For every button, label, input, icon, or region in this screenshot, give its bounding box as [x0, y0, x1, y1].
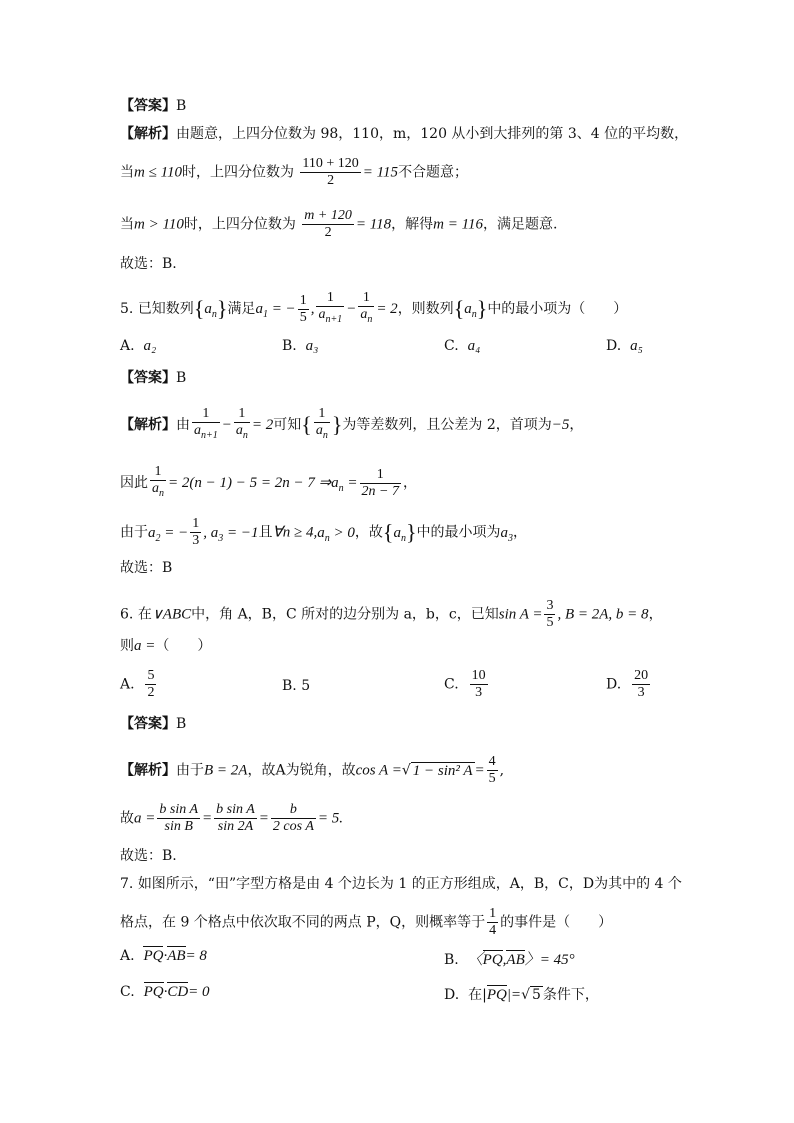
q6-conclusion: 故选：B. [120, 848, 177, 864]
math: 1 − sin² A [412, 762, 473, 779]
text: 当 [120, 164, 134, 181]
text: ， [569, 417, 584, 433]
answer-label: 【答案】 [120, 716, 176, 732]
text: 已知数列 [137, 301, 194, 317]
q4-conclusion: 故选：B. [120, 256, 177, 272]
text: ， [648, 606, 663, 623]
text: ， [403, 475, 417, 491]
math: −5 [551, 417, 570, 433]
math: = [202, 810, 213, 827]
text: （ ） [155, 638, 212, 654]
text: 在 [137, 606, 152, 623]
text: 时，上四分位数为 [183, 216, 296, 233]
math: m ≤ 110 [134, 164, 182, 181]
math: ∀n ≥ 4, [272, 524, 318, 541]
math: m = 116 [433, 216, 483, 233]
text: 因此 [120, 475, 148, 491]
q4-case2 [120, 208, 557, 241]
q5-stem: 5. 已知数列$\{a_n\}$满足$a_1$ = − $\frac{1}{5}$ , $\frac{1}{a_{n+1}}$ − $\frac{1}{a_n}$ = 2，则数列$\{a_n\}$中的最小项为（ ） [120, 290, 627, 328]
text: 为等差数列，且公差为 2，首项为 [342, 417, 552, 433]
text: ，解得 [391, 216, 434, 233]
answer-label: 【答案】 [120, 370, 176, 386]
q5-analysis-1: 【解析】由 $\frac{1}{a_{n+1}}$ − $\frac{1}{a_n}$ = 2可知{ $\frac{1}{a_n}$ }为等差数列，且公差为 2，首项为−5， [120, 406, 584, 441]
text: 可知 [273, 417, 302, 433]
text: 则 [120, 638, 134, 654]
q7-option-a: A. PQ·AB= 8 [120, 948, 207, 964]
math: sin A = [498, 606, 543, 623]
q5-analysis-2: 因此 $\frac{1}{a_n}$ = 2(n − 1) − 5 = 2n − 7 $\Rightarrow a_n$ = $\frac{1}{2n - 7}$ ， [120, 464, 417, 499]
fraction [300, 156, 360, 189]
q5-option-c: C. a₄ [444, 338, 481, 354]
question-number: 6. [120, 606, 134, 623]
math: = [474, 762, 485, 779]
q5-conclusion: 故选：B [120, 560, 173, 576]
q7-stem-2: 格点，在 9 个格点中依次取不同的两点 P，Q，则概率等于 $\frac{1}{4}$ 的事件是（ ） [120, 906, 613, 938]
math: B = 2A [204, 762, 248, 779]
q4-answer-line [120, 96, 186, 116]
q6-stem: 6. 在∨ABC中，角 A，B，C 所对的边分别为 a，b，c，已知sin A = $\frac{3}{5}$ , B = 2A, b = 8， [120, 598, 663, 630]
text: 中的最小项为（ ） [487, 301, 628, 317]
text: , [499, 762, 505, 779]
math: cos A = [355, 762, 402, 779]
text: ，则数列 [397, 301, 454, 317]
q7-option-c: C. PQ·CD= 0 [120, 984, 210, 1000]
fraction [302, 208, 354, 241]
q6-option-c: C. $\frac{10}{3}$ [444, 668, 486, 700]
text: 故 [120, 810, 134, 827]
answer-label: 【答案】 [120, 98, 176, 114]
math: m > 110 [134, 216, 184, 233]
text: 当 [120, 216, 134, 233]
q7-option-d: D. 在|PQ|=√ 5 条件下， [444, 987, 599, 1003]
q5-option-a: A. a₂ [120, 338, 157, 354]
text: 中，角 A，B，C 所对的边分别为 a，b，c，已知 [191, 606, 499, 623]
text: 由于 [176, 762, 204, 779]
denominator: 2 [324, 225, 332, 240]
q7-option-b: B. 〈PQ,AB〉= 45° [444, 952, 575, 968]
text: 格点，在 9 个格点中依次取不同的两点 P，Q，则概率等于 [120, 914, 486, 931]
text: ，满足题意. [482, 216, 558, 233]
q6-option-d: D. $\frac{20}{3}$ [606, 668, 649, 700]
text: ，故A为锐角，故 [247, 762, 356, 779]
answer-value: B [176, 98, 187, 114]
q6-analysis-1: 【解析】由于B = 2A，故A为锐角，故cos A =√ 1 − sin² A = $\frac{4}{5}$ , [120, 754, 505, 786]
q7-stem [120, 874, 682, 894]
q4-case1 [120, 156, 468, 189]
fraction: $\frac{1}{a_n}$ [360, 290, 373, 325]
answer-value: B [176, 370, 187, 386]
answer-value: B [176, 716, 187, 732]
analysis-text: 由题意，上四分位数为 98，110，m，120 从小到大排列的第 3、4 位的平均数， [176, 126, 689, 142]
text: 且 [258, 524, 273, 541]
q6-stem-2 [120, 636, 211, 656]
analysis-label: 【解析】 [120, 417, 176, 433]
text: ，故 [354, 524, 383, 541]
q5-answer-line [120, 368, 186, 388]
q5-analysis-3: 由于$a_2$ = − $\frac{1}{3}$ , $a_3 = -1$且∀n ≥ $4,a_n > 0$，故$\{a_n\}$中的最小项为$a_3$， [120, 516, 527, 548]
math: = 5. [317, 810, 343, 827]
text: 不合题意； [398, 164, 469, 181]
question-number: 7. [120, 876, 134, 892]
math: = 2(n − 1) − 5 = 2n − 7 ⇒ [168, 475, 332, 491]
q6-option-b: B. 5 [282, 678, 311, 694]
math: = 118 [355, 216, 392, 233]
q6-option-a: A. $\frac{5}{2}$ [120, 668, 155, 700]
math: a = [134, 810, 156, 827]
math: = 115 [362, 164, 399, 181]
text: 的事件是（ ） [500, 914, 613, 931]
math: ∨ABC [151, 606, 192, 623]
text: 中的最小项为 [416, 524, 501, 541]
q6-answer-line [120, 714, 186, 734]
q6-analysis-2: 故a = $\frac{\text{b sin A}}{\text{sin B}}$ = $\frac{\text{b sin A}}{\sin 2A}$ = $\frac{b}{\text{2 cos A}}$ = 5. [120, 802, 343, 834]
text: 时，上四分位数为 [181, 164, 294, 181]
q5-option-d: D. a₅ [606, 338, 643, 354]
math: , B = 2A, b = 8 [557, 606, 649, 623]
q5-option-b: B. a₃ [282, 338, 319, 354]
denominator: 2 [327, 173, 335, 188]
question-number: 5. [120, 301, 134, 317]
analysis-label: 【解析】 [120, 762, 176, 779]
numerator: m + 120 [304, 208, 352, 223]
fraction: $\frac{1}{a_{n+1}}$ [318, 290, 343, 325]
numerator: 110 + 120 [302, 156, 359, 171]
text: ， [513, 524, 527, 541]
analysis-label: 【解析】 [120, 126, 176, 142]
fraction: $\frac{1}{5}$ [299, 292, 307, 325]
text: 由于 [120, 524, 148, 541]
text: 如图所示，“田”字型方格是由 4 个边长为 1 的正方形组成，A，B，C，D为其中的 4 个 [137, 876, 682, 892]
math: a = [134, 638, 156, 654]
q4-analysis-line [120, 124, 688, 144]
text: 由 [176, 417, 190, 433]
text: 满足 [227, 301, 256, 317]
